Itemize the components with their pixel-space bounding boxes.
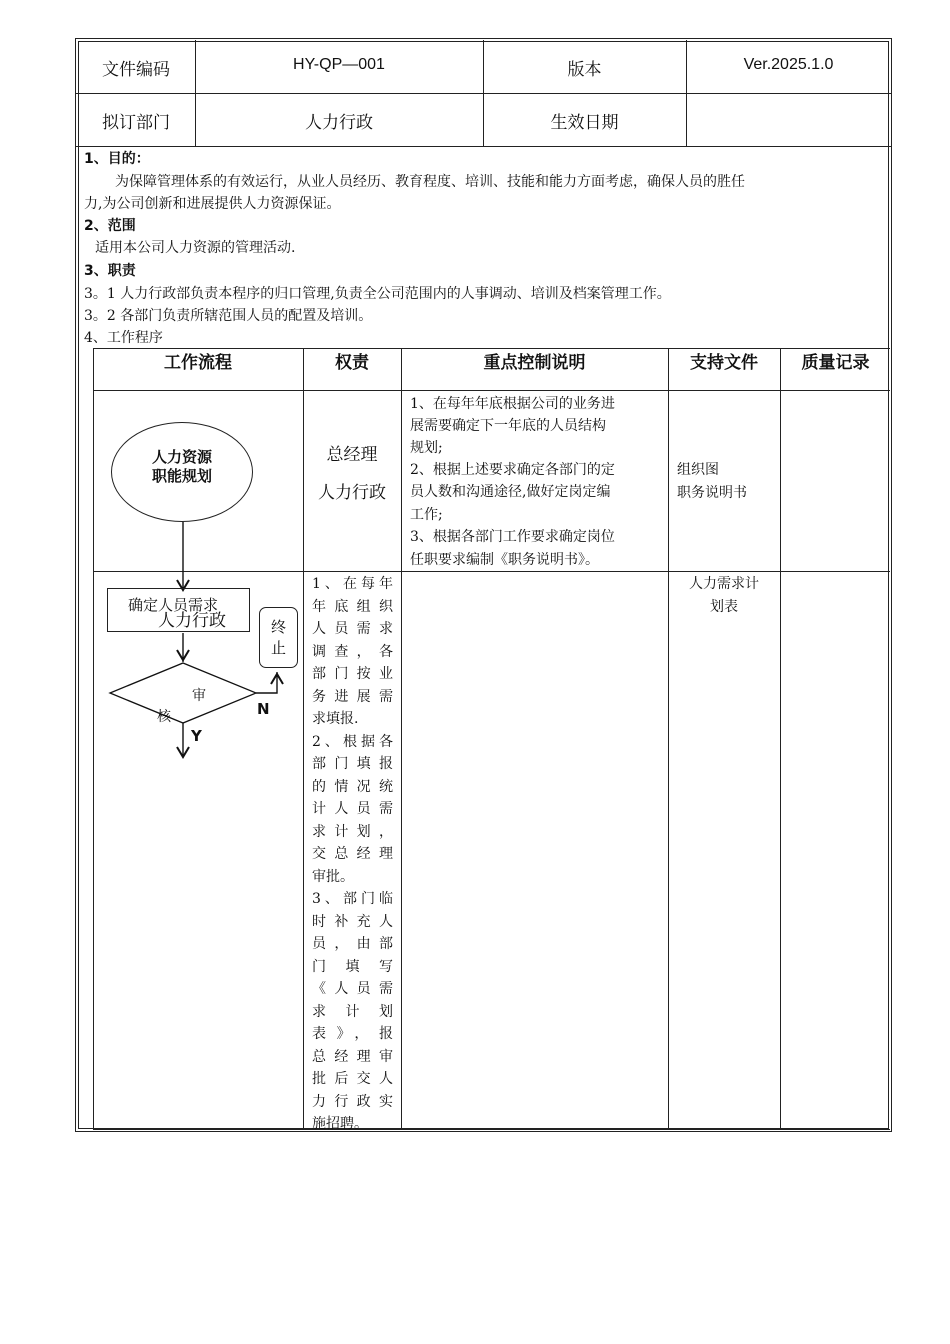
purpose-text-line1: 为保障管理体系的有效运行，从业人员经历、教育程度、培训、技能和能力方面考虑，确保人员的胜任 <box>115 174 745 190</box>
row2-duty-line: 的情况统 <box>312 778 393 795</box>
version-label: 版本 <box>567 60 602 80</box>
duty-item-2: 3。2 各部门负责所辖范围人员的配置及培训。 <box>84 308 373 324</box>
row2-duty-line: 交总经理 <box>312 846 393 862</box>
row2-duty-line: 计人员需 <box>312 801 393 817</box>
row2-duty-column <box>312 573 393 1136</box>
doc-code-label: 文件编码 <box>102 60 170 80</box>
flow-node-hr-planning-label-2: 职能规划 <box>151 467 212 485</box>
doc-code-value: HY-QP—001 <box>293 56 385 73</box>
row2-duty-line: 2、根据各 <box>312 733 393 750</box>
row1-note-line: 员人数和沟通途径,做好定岗定编 <box>410 484 611 500</box>
row1-note-line: 2、根据上述要求确定各部门的定 <box>410 462 615 478</box>
version-value: Ver.2025.1.0 <box>743 56 834 73</box>
col-header-key-notes: 重点控制说明 <box>483 353 586 373</box>
row1-note-line: 规划; <box>410 440 443 456</box>
row1-note-line: 展需要确定下一年底的人员结构 <box>410 418 606 434</box>
col-header-duty: 权责 <box>335 353 369 373</box>
row1-note-line: 任职要求编制《职务说明书》。 <box>410 552 599 568</box>
col-header-workflow: 工作流程 <box>164 353 232 373</box>
dept-label: 拟订部门 <box>102 113 170 133</box>
row2-duty-line: 批后交人 <box>312 1071 393 1087</box>
duty-title: 3、职责 <box>84 263 136 279</box>
flow-node-end-label-1: 终 <box>270 618 286 636</box>
row2-duty-line: 务进展需 <box>312 688 393 705</box>
row2-duty-line: 部门按业 <box>312 666 393 682</box>
row2-duty-line: 人员需求 <box>312 621 393 637</box>
purpose-title: 1、目的： <box>84 151 150 167</box>
row1-note-line: 1、在每年年底根据公司的业务进 <box>410 396 615 412</box>
flow-node-determine-demand-label: 确定人员需求 <box>128 596 219 614</box>
col-header-quality-records: 质量记录 <box>801 353 870 373</box>
purpose-text-line2: 力,为公司创新和进展提供人力资源保证。 <box>84 196 341 212</box>
row2-duty-line: 1、在每年 <box>312 576 393 592</box>
row2-duty-line: 求 计 划 <box>312 1003 393 1020</box>
flow-node-determine-demand-dept: 人力行政 <box>158 611 226 631</box>
row2-duty-line: 年底组织 <box>312 598 393 615</box>
flow-node-end-label-2: 止 <box>270 639 286 657</box>
row1-note-line: 工作; <box>410 507 443 523</box>
duty-item-1: 3。1 人力行政部负责本程序的归口管理,负责全公司范围内的人事调动、培训及档案管理工作。 <box>84 286 671 302</box>
row1-duty-hr: 人力行政 <box>318 483 386 503</box>
procedure-title: 4、工作程序 <box>84 330 163 346</box>
row2-duty-line: 求计划， <box>312 823 393 840</box>
row2-duty-line: 施招聘。 <box>312 1116 368 1132</box>
row2-duty-line: 总经理审 <box>312 1048 393 1065</box>
row1-doc-job-description: 职务说明书 <box>677 485 747 501</box>
row2-duty-line: 力行政实 <box>312 1093 393 1110</box>
row2-duty-line: 表》，报 <box>312 1026 393 1042</box>
effective-date-label: 生效日期 <box>550 113 619 133</box>
flow-branch-yes-label: Y <box>191 727 202 745</box>
row2-duty-line: 求填报. <box>312 711 359 727</box>
row2-duty-line: 部门填报 <box>312 756 393 772</box>
flow-decision-review-label-1: 审 <box>192 688 206 704</box>
dept-value: 人力行政 <box>305 113 373 133</box>
scope-text: 适用本公司人力资源的管理活动. <box>95 240 296 256</box>
row1-doc-org-chart: 组织图 <box>677 462 719 478</box>
flow-decision-review-label-2: 核 <box>157 709 171 725</box>
row2-duty-line: 员，由部 <box>312 936 393 952</box>
row2-duty-line: 调查，各 <box>312 643 393 660</box>
row2-duty-line: 时补充人 <box>312 913 393 930</box>
flow-branch-no-label: N <box>257 700 270 718</box>
row2-duty-line: 《人员需 <box>312 981 393 997</box>
row1-note-line: 3、根据各部门工作要求确定岗位 <box>410 529 615 545</box>
flow-node-hr-planning-label-1: 人力资源 <box>151 448 212 466</box>
row2-doc-demand-plan-2: 划表 <box>710 599 738 615</box>
row2-doc-demand-plan-1: 人力需求计 <box>689 576 759 592</box>
row2-duty-line: 3、部门临 <box>312 891 393 907</box>
row2-duty-line: 审批。 <box>312 868 354 885</box>
row2-duty-line: 门 填 写 <box>312 958 393 975</box>
col-header-support-docs: 支持文件 <box>690 353 758 373</box>
scope-title: 2、范围 <box>84 218 136 234</box>
row1-duty-gm: 总经理 <box>326 445 378 465</box>
